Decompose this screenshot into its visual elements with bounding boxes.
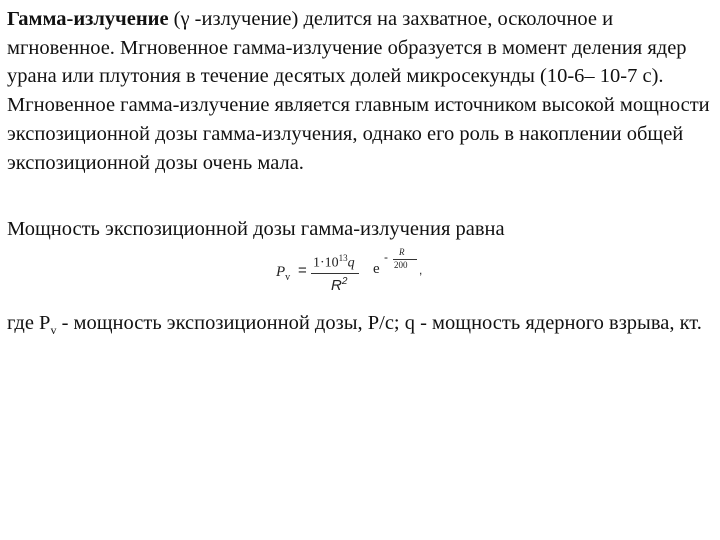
paragraph-dose-rate-intro: Мощность экспозиционной дозы гамма-излучения равна xyxy=(7,218,505,240)
formula-exp-sign: - xyxy=(384,250,388,264)
formula-lhs: $P_v$ xyxy=(276,264,291,283)
formula-denominator: $R^2$ xyxy=(331,276,348,294)
formula-exp-denominator: 200 xyxy=(394,260,408,270)
formula-exp-base: e xyxy=(373,261,380,277)
formula-exp-numerator: R xyxy=(399,247,405,257)
term-gamma-radiation: Гамма-излучение xyxy=(7,8,169,30)
dose-rate-formula xyxy=(276,249,436,301)
formula-equals: = xyxy=(298,262,307,279)
formula-trailing-comma: , xyxy=(419,263,423,277)
formula-numerator: $1\cdot 10^{13}q$ xyxy=(313,253,355,271)
formula-fraction-bar xyxy=(311,273,359,274)
paragraph-definitions-text: - мощность экспозиционной дозы, Р/с; q - мощность ядерного взрыва, кт. xyxy=(56,312,702,334)
paragraph-gamma-radiation xyxy=(7,5,715,177)
paragraph-definitions: где $P_v$ - мощность экспозиционной дозы, Р/с; q - мощность ядерного взрыва, кт. xyxy=(7,312,702,338)
pv-subscript: v xyxy=(50,323,57,338)
paragraph-gamma-radiation-text: (γ -излучение) делится на захватное, осколочное и мгновенное. Мгновенное гамма-излучение образуется в момент деления ядер урана или плутония в течение десятых долей микросекунды (10-6– 10-7 с). Мгновенное гамма-излучение является главным источником высокой мощности экспозиционной дозы гамма-излучения, однако его роль в накоплении общей экспозиционной дозы очень мала. xyxy=(7,8,710,174)
